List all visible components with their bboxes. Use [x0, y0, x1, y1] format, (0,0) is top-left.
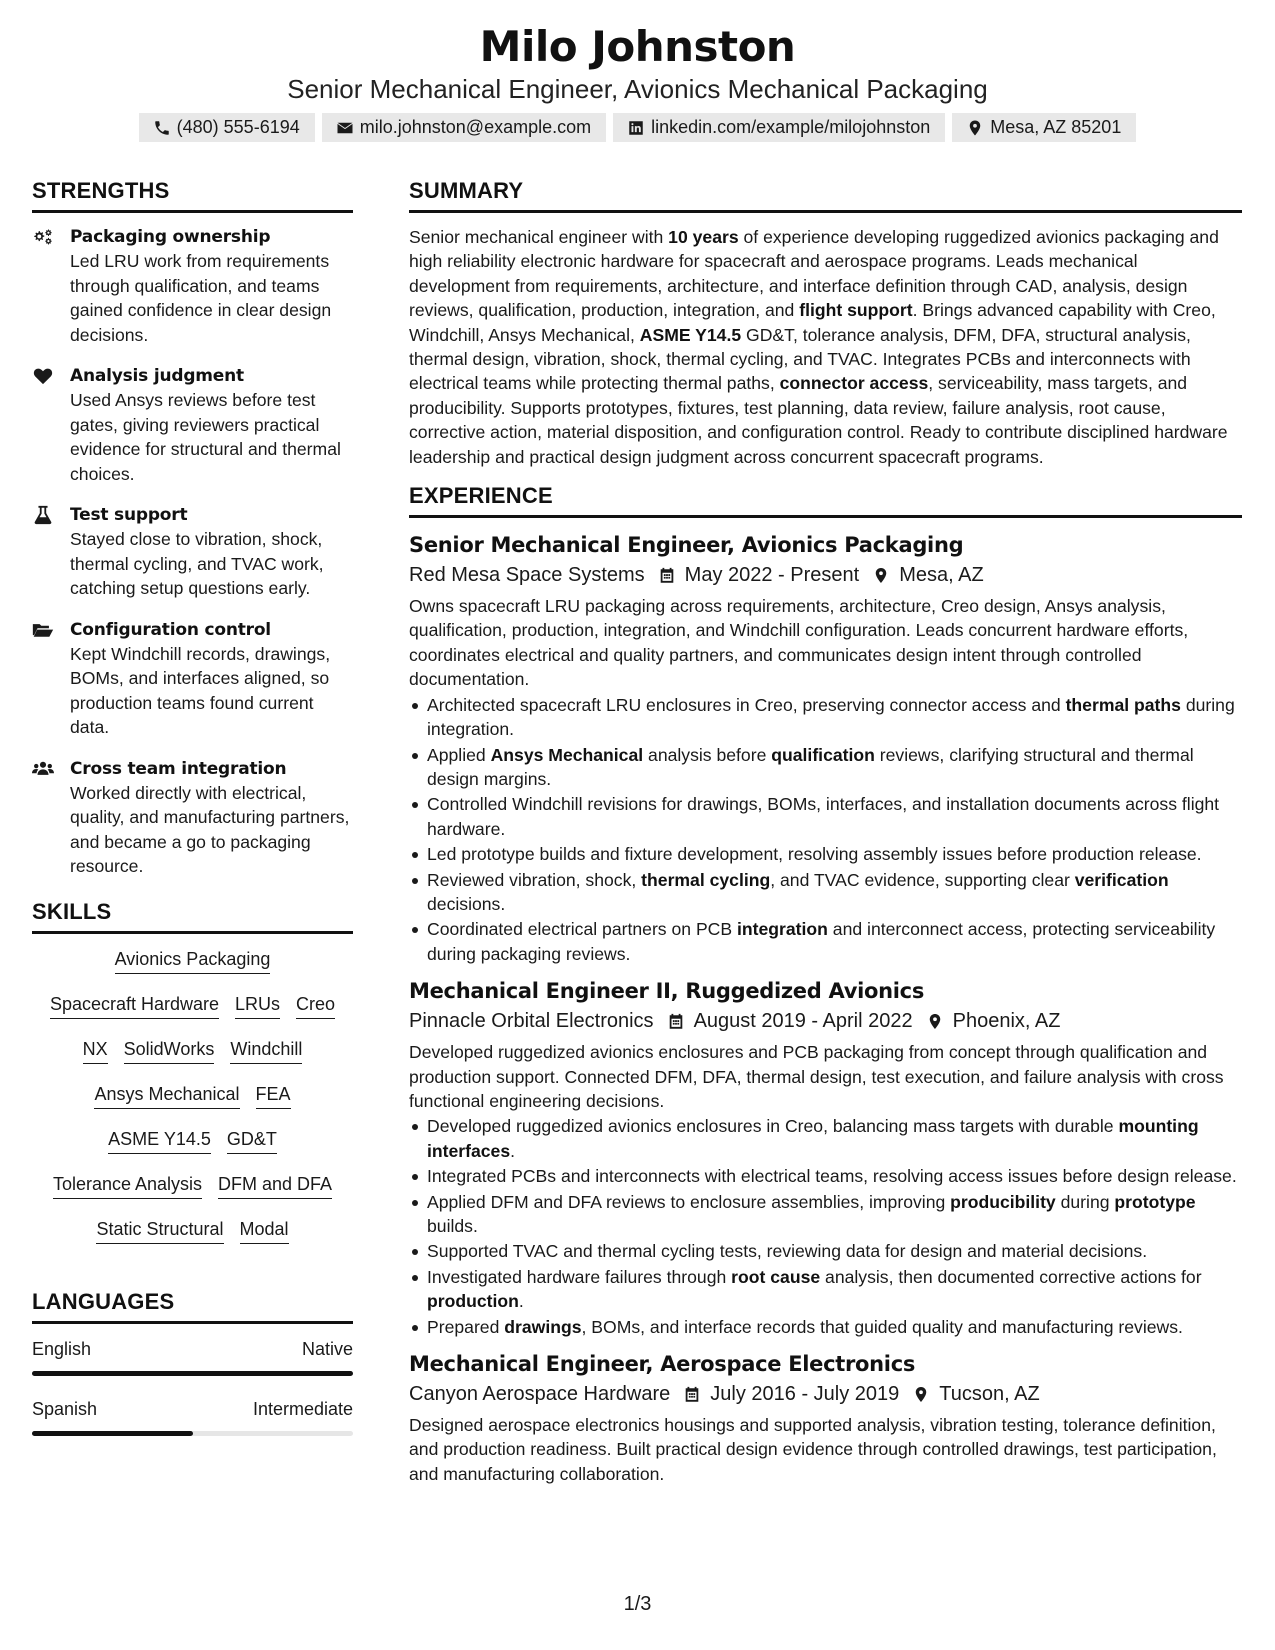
job-description — [409, 1040, 1242, 1113]
job-entry — [409, 1349, 1242, 1486]
job-bullet — [409, 1239, 1242, 1263]
phone-icon — [153, 119, 171, 137]
languages-list — [32, 1336, 353, 1436]
bold-text: ASME Y14.5 — [639, 324, 742, 345]
job-bullet — [409, 1164, 1242, 1188]
skill-tag: Windchill — [230, 1036, 302, 1064]
language-name: Spanish — [32, 1398, 98, 1419]
skill-row — [32, 946, 353, 991]
bold-text: integration — [737, 919, 828, 940]
job-title: Mechanical Engineer, Aerospace Electronics — [409, 1352, 916, 1377]
job-company: Pinnacle Orbital Electronics — [409, 1010, 654, 1033]
bold-text: mounting interfaces — [427, 1116, 1199, 1161]
bold-text: Ansys Mechanical — [490, 744, 644, 765]
skill-tag: DFM and DFA — [218, 1171, 332, 1199]
text-run: of experience developing ruggedized avionics packaging and high reliability electronic hardware for spacecraft and aerospace programs. Leads mechanical development from requirements, architecture, and interface definition through CAD, analysis, design reviews, qualification, production, integration, and — [409, 227, 1219, 321]
text-run: Controlled Windchill revisions for drawings, BOMs, interfaces, and installation documents across flight hardware. — [427, 794, 1220, 839]
job-location: Phoenix, AZ — [952, 1010, 1061, 1033]
language-name: English — [32, 1338, 92, 1359]
heart-icon — [32, 366, 54, 386]
strength-item — [32, 225, 353, 347]
job-bullet — [409, 1114, 1242, 1163]
flask-icon — [32, 505, 54, 525]
bold-text: drawings — [504, 1316, 582, 1337]
skills-list — [32, 946, 353, 1261]
job-description — [409, 1413, 1242, 1486]
text-run: builds. — [427, 1216, 478, 1236]
text-run: Developed ruggedized avionics enclosures and PCB packaging from concept through qualification and production support. Connected DFM, DFA, thermal design, test execution, and failure analysis with cross functional engineering decisions. — [409, 1042, 1224, 1111]
text-run: Owns spacecraft LRU packaging across requirements, architecture, Creo design, Ansys analysis, qualification, production, integration, and Windchill configuration. Leads concurrent hardware efforts, coordinates electrical and quality partners, and communicates design intent through controlled documentation. — [409, 596, 1189, 690]
skill-tag: Avionics Packaging — [115, 946, 271, 974]
language-row — [32, 1396, 353, 1422]
text-run: Senior mechanical engineer with — [409, 227, 669, 247]
text-run: and interconnect access, protecting serviceability during packaging reviews. — [427, 919, 1216, 964]
skill-tag: GD&T — [227, 1126, 277, 1154]
strength-desc: Led LRU work from requirements through qualification, and teams gained confidence in clear design decisions. — [70, 251, 332, 345]
users-icon — [32, 759, 54, 779]
experience-heading: EXPERIENCE — [409, 483, 1242, 518]
text-run: Designed aerospace electronics housings and supported analysis, vibration testing, tolerance definition, and production readiness. Built practical design evidence through controlled drawings, test participation, and manufacturing collaboration. — [409, 1415, 1217, 1484]
page-indicator: 1/3 — [623, 1593, 652, 1615]
bold-text: thermal cycling — [641, 869, 771, 890]
contact-location[interactable] — [952, 113, 1136, 142]
job-dates: July 2016 - July 2019 — [710, 1383, 900, 1406]
bold-text: producibility — [950, 1191, 1056, 1212]
job-company: Canyon Aerospace Hardware — [409, 1383, 671, 1406]
bold-text: prototype — [1114, 1191, 1196, 1212]
job-dates: August 2019 - April 2022 — [693, 1010, 913, 1033]
contact-email-text: milo.johnston@example.com — [359, 117, 592, 137]
skill-tag: ASME Y14.5 — [108, 1126, 211, 1154]
calendar-icon — [667, 1012, 685, 1031]
language-proficiency-bar — [32, 1431, 353, 1436]
language-proficiency-fill — [32, 1431, 193, 1436]
skills-heading: SKILLS — [32, 899, 353, 934]
job-location: Tucson, AZ — [939, 1383, 1040, 1406]
text-run: during integration. — [427, 694, 1235, 740]
candidate-headline: Senior Mechanical Engineer, Avionics Mechanical Packaging — [287, 74, 988, 104]
contact-location-text: Mesa, AZ 85201 — [990, 117, 1122, 137]
text-run: Applied — [427, 744, 491, 765]
strength-item — [32, 618, 353, 740]
contact-email[interactable] — [322, 113, 606, 142]
languages-heading: LANGUAGES — [32, 1289, 353, 1324]
job-meta — [409, 1006, 1242, 1036]
strengths-heading: STRENGTHS — [32, 178, 353, 213]
text-run: , and TVAC evidence, supporting clear — [770, 869, 1075, 890]
job-title: Mechanical Engineer II, Ruggedized Avionics — [409, 979, 925, 1004]
skill-row — [32, 1081, 353, 1126]
strength-title: Cross team integration — [70, 758, 287, 779]
contact-phone[interactable] — [139, 113, 315, 142]
text-run: GD&T, tolerance analysis, DFM, DFA, structural analysis, thermal design, vibration, shock, thermal cycling, and TVAC. Integrates PCBs and interconnects with electrical teams while protecting thermal paths, — [409, 324, 1191, 394]
summary-heading: SUMMARY — [409, 178, 1242, 213]
language-proficiency-bar — [32, 1371, 353, 1376]
bold-text: production — [427, 1291, 519, 1312]
text-run: . — [518, 1291, 524, 1312]
text-run: Investigated hardware failures through — [427, 1266, 732, 1287]
summary-text — [409, 225, 1242, 469]
skill-row — [32, 1126, 353, 1171]
strength-desc: Worked directly with electrical, quality, and manufacturing partners, and became a go to packaging resource. — [70, 782, 350, 876]
text-run: Applied DFM and DFA reviews to enclosure assemblies, improving — [427, 1191, 951, 1212]
bold-text: thermal paths — [1065, 694, 1181, 715]
skill-tag: FEA — [256, 1081, 291, 1109]
text-run: Coordinated electrical partners on PCB — [427, 919, 738, 940]
map-pin-icon — [926, 1012, 944, 1031]
job-bullets — [409, 1114, 1242, 1339]
strength-desc: Used Ansys reviews before test gates, giving reviewers practical evidence for structural and thermal choices. — [70, 390, 341, 484]
text-run: Developed ruggedized avionics enclosures in Creo, balancing mass targets with durable — [427, 1116, 1119, 1137]
job-bullets — [409, 693, 1242, 966]
job-bullet — [409, 842, 1242, 866]
text-run: . — [510, 1140, 516, 1161]
map-pin-icon — [872, 566, 890, 585]
job-bullet — [409, 693, 1242, 742]
text-run: , serviceability, mass targets, and producibility. Supports prototypes, fixtures, test planning, data review, failure analysis, root cause, corrective action, material disposition, and configuration control. Ready to contribute disciplined hardware leadership and practical design judgment across concurrent spacecraft programs. — [409, 373, 1228, 467]
skill-tag: SolidWorks — [124, 1036, 215, 1064]
skill-row — [32, 1216, 353, 1261]
bold-text: flight support — [799, 300, 913, 321]
strength-title: Analysis judgment — [70, 366, 244, 386]
linkedin-icon — [627, 119, 645, 137]
skill-tag: Static Structural — [96, 1216, 223, 1244]
gears-icon — [32, 227, 54, 247]
contact-linkedin-text: linkedin.com/example/milojohnston — [651, 117, 931, 137]
skill-tag: Spacecraft Hardware — [50, 991, 219, 1019]
strength-item — [32, 757, 353, 879]
map-pin-icon — [912, 1385, 930, 1404]
job-meta — [409, 1379, 1242, 1409]
calendar-icon — [658, 566, 676, 585]
job-bullet — [409, 1315, 1242, 1339]
language-level: Native — [301, 1338, 353, 1359]
strength-desc: Kept Windchill records, drawings, BOMs, and interfaces aligned, so production teams found current data. — [70, 643, 331, 737]
skill-tag: NX — [83, 1036, 108, 1064]
left-column — [32, 178, 353, 1436]
skill-tag: Modal — [240, 1216, 289, 1244]
text-run: reviews, clarifying structural and thermal design margins. — [427, 744, 1194, 789]
skill-tag: LRUs — [235, 991, 280, 1019]
job-description — [409, 594, 1242, 692]
language-row — [32, 1336, 353, 1362]
text-run: Led prototype builds and fixture development, resolving assembly issues before production release. — [427, 844, 1202, 865]
job-bullet — [409, 868, 1242, 917]
language-proficiency-fill — [32, 1371, 353, 1376]
text-run: analysis before — [643, 744, 772, 765]
skill-row — [32, 1171, 353, 1216]
skill-tag: Ansys Mechanical — [94, 1081, 239, 1109]
job-company: Red Mesa Space Systems — [409, 564, 645, 587]
job-bullet — [409, 792, 1242, 841]
strength-desc: Stayed close to vibration, shock, thermal cycling, and TVAC work, catching setup questions early. — [70, 529, 324, 598]
job-dates: May 2022 - Present — [684, 564, 860, 587]
envelope-icon — [336, 119, 354, 137]
bold-text: connector access — [779, 373, 929, 394]
text-run: , BOMs, and interface records that guided quality and manufacturing reviews. — [581, 1316, 1183, 1337]
job-bullet — [409, 917, 1242, 966]
experience-list — [409, 530, 1242, 1486]
folder-open-icon — [32, 620, 54, 640]
text-run: . Brings advanced capability with Creo, Windchill, Ansys Mechanical, — [409, 300, 1216, 345]
bold-text: root cause — [731, 1266, 821, 1287]
calendar-icon — [683, 1385, 701, 1404]
contact-bar — [0, 113, 1275, 142]
bold-text: 10 years — [668, 227, 739, 247]
text-run: Integrated PCBs and interconnects with electrical teams, resolving access issues before design release. — [427, 1166, 1237, 1187]
job-bullet — [409, 1190, 1242, 1239]
job-title: Senior Mechanical Engineer, Avionics Packaging — [409, 533, 964, 558]
job-entry — [409, 530, 1242, 966]
skill-row — [32, 991, 353, 1036]
job-location: Mesa, AZ — [899, 564, 984, 587]
contact-phone-text: (480) 555-6194 — [176, 117, 300, 137]
text-run: analysis, then documented corrective actions for — [820, 1266, 1202, 1287]
bold-text: verification — [1074, 869, 1169, 890]
text-run: during — [1055, 1191, 1115, 1212]
text-run: Architected spacecraft LRU enclosures in Creo, preserving connector access and — [427, 694, 1066, 715]
skill-tag: Tolerance Analysis — [53, 1171, 202, 1199]
strength-title: Test support — [70, 505, 188, 525]
right-column — [409, 178, 1242, 1496]
candidate-name: Milo Johnston — [479, 22, 796, 71]
job-entry — [409, 976, 1242, 1339]
skill-tag: Creo — [296, 991, 335, 1019]
text-run: Reviewed vibration, shock, — [427, 869, 642, 890]
job-meta — [409, 560, 1242, 590]
text-run: Supported TVAC and thermal cycling tests, reviewing data for design and material decisions. — [427, 1241, 1148, 1262]
bold-text: qualification — [771, 744, 875, 765]
language-level: Intermediate — [252, 1398, 353, 1419]
map-pin-icon — [966, 119, 984, 137]
contact-linkedin[interactable] — [613, 113, 945, 142]
strength-item — [32, 364, 353, 486]
text-run: Prepared — [427, 1316, 505, 1337]
skill-row — [32, 1036, 353, 1081]
strength-title: Packaging ownership — [70, 227, 271, 247]
job-bullet — [409, 743, 1242, 792]
strength-item — [32, 503, 353, 601]
text-run: decisions. — [427, 893, 506, 914]
job-bullet — [409, 1265, 1242, 1314]
strength-title: Configuration control — [70, 619, 271, 640]
